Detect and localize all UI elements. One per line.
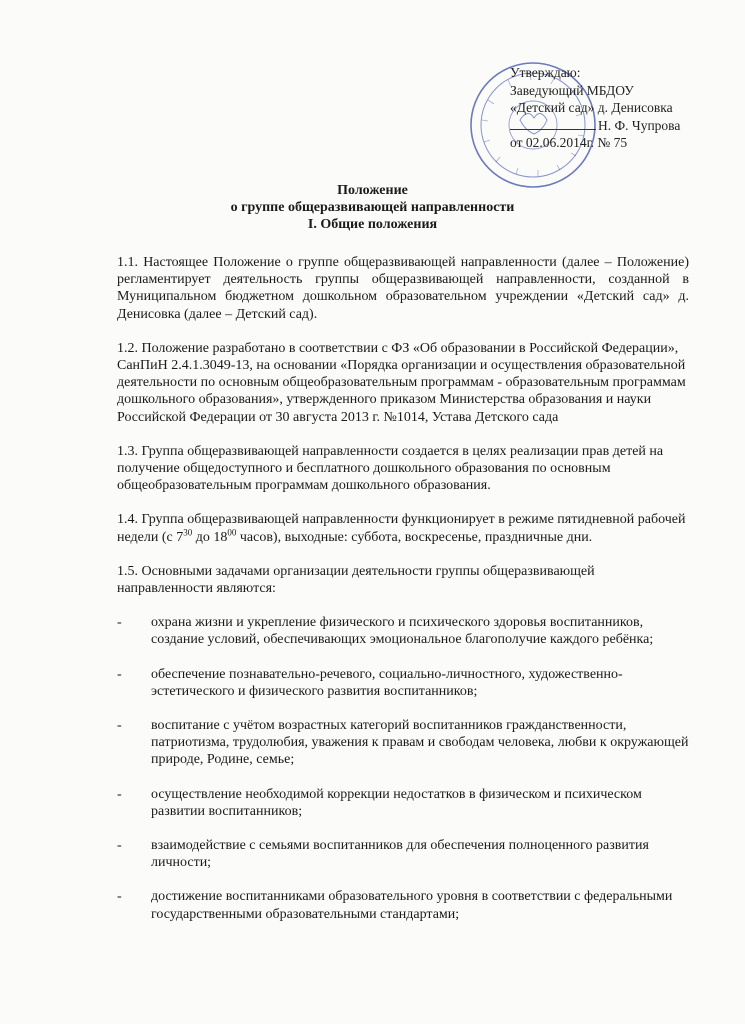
list-item-text: охрана жизни и укрепление физического и психического здоровья воспитанников, создание условий, обеспечивающих эмоциональное благополучие каждого ребёнка; bbox=[151, 615, 654, 648]
list-dash: - bbox=[117, 889, 122, 905]
time-end-minutes: 00 bbox=[227, 526, 237, 537]
approval-block bbox=[510, 64, 735, 152]
paragraph-1-4-middle: до 18 bbox=[192, 529, 228, 545]
approval-organization: «Детский сад» д. Денисовка bbox=[510, 100, 673, 115]
list-item-text: взаимодействие с семьями воспитанников для обеспечения полноценного развития личности; bbox=[151, 838, 649, 871]
approval-signature-line bbox=[510, 117, 735, 135]
list-item bbox=[117, 786, 689, 820]
time-start-minutes: 30 bbox=[183, 526, 193, 537]
list-item bbox=[117, 666, 689, 700]
document-title bbox=[0, 182, 745, 233]
paragraph-1-1: 1.1. Настоящее Положение о группе общеразвивающей направленности (далее – Положение) регламентирует деятельность группы общеразвивающей направленности, созданной в Муниципальном бюджетном дошкольном образовательном учреждении «Детский сад» д. Денисовка (далее – Детский сад). bbox=[117, 255, 689, 322]
paragraph-1-4 bbox=[117, 511, 689, 545]
list-item bbox=[117, 614, 689, 648]
list-dash: - bbox=[117, 838, 122, 854]
list-item-text: достижение воспитанниками образовательного уровня в соответствии с федеральными государственными образовательными стандартами; bbox=[151, 889, 673, 922]
list-dash: - bbox=[117, 615, 122, 631]
approval-date-number: от 02.06.2014г. № 75 bbox=[510, 135, 628, 150]
signature-underline bbox=[510, 120, 596, 130]
approval-signer-name: Н. Ф. Чупрова bbox=[598, 117, 681, 133]
section-heading: I. Общие положения bbox=[307, 217, 438, 232]
paragraph-1-4-start: 1.4. Группа общеразвивающей направленности функционирует в режиме пятидневной рабочей недели (с 7 bbox=[117, 512, 686, 545]
list-item-text: обеспечение познавательно-речевого, социально-личностного, художественно-эстетического и физического развития воспитанников; bbox=[151, 666, 623, 699]
list-dash: - bbox=[117, 786, 122, 802]
list-item-text: осуществление необходимой коррекции недостатков в физическом и психическом развитии воспитанников; bbox=[151, 786, 642, 819]
paragraph-1-5: 1.5. Основными задачами организации деятельности группы общеразвивающей направленности являются: bbox=[117, 563, 595, 597]
list-item bbox=[117, 837, 689, 871]
paragraph-1-4-end: часов), выходные: суббота, воскресенье, праздничные дни. bbox=[236, 529, 593, 545]
title-line-2: о группе общеразвивающей направленности bbox=[230, 200, 515, 215]
paragraph-1-2: 1.2. Положение разработано в соответствии с ФЗ «Об образовании в Российской Федерации», СанПиН 2.4.1.3049-13, на основании «Порядка организации и осуществления образовательной деятельности по основным общеобразовательным программам - образовательным программам дошкольного образования», утвержденного приказом Министерства образования и науки Российской Федерации от 30 августа 2013 г. №1014, Устава Детского сада bbox=[117, 340, 686, 425]
list-item-text: воспитание с учётом возрастных категорий воспитанников гражданственности, патриотизма, трудолюбия, уважения к правам и свободам человека, любви к окружающей природе, Родине, семье; bbox=[151, 718, 689, 768]
title-line-1: Положение bbox=[337, 183, 408, 198]
paragraph-1-3: 1.3. Группа общеразвивающей направленности создается в целях реализации прав детей на получение общедоступного и бесплатного дошкольного образования по основным общеобразовательным программам дошкольного образования. bbox=[117, 443, 664, 494]
list-item bbox=[117, 888, 689, 922]
list-item bbox=[117, 717, 689, 769]
list-dash: - bbox=[117, 666, 122, 682]
approval-label: Утверждаю: bbox=[510, 65, 581, 80]
list-dash: - bbox=[117, 718, 122, 734]
document-body bbox=[117, 254, 689, 940]
approval-position: Заведующий МБДОУ bbox=[510, 82, 634, 98]
